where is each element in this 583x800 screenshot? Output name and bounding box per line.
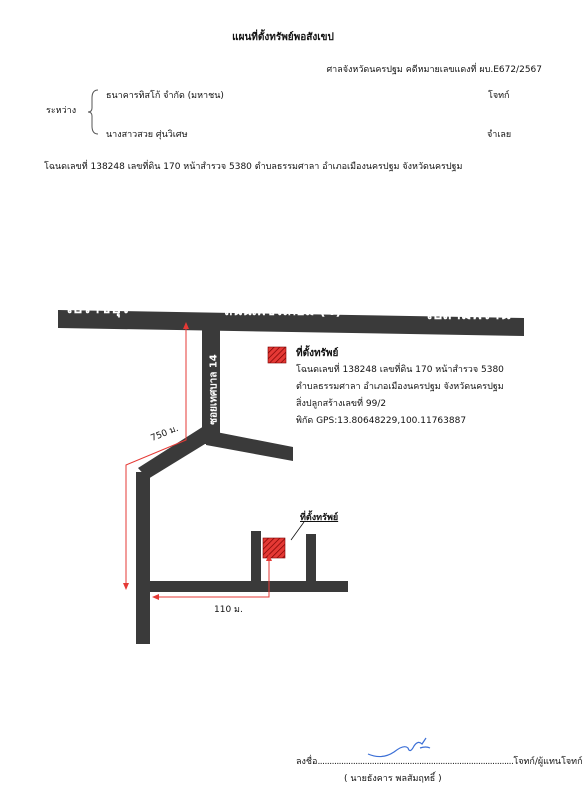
road-label-right: ไปสามพราน bbox=[424, 304, 511, 323]
signature-dots: ................................................................................... bbox=[317, 757, 514, 767]
defendant-role: จำเลย bbox=[487, 130, 512, 140]
bottom-horizontal-road bbox=[148, 581, 348, 592]
signature-role: โจทก์/ผู้แทนโจทก์ bbox=[513, 757, 583, 767]
arrow-down-icon bbox=[123, 583, 129, 590]
page-title: แผนที่ตั้งทรัพย์พอสังเขป bbox=[232, 32, 334, 43]
court-case-number: ศาลจังหวัดนครปฐม คดีหมายเลขแดงที่ ผบ.E672/2567 bbox=[326, 65, 542, 75]
plaintiff-name: ธนาคารทิสโก้ จำกัด (มหาชน) bbox=[106, 91, 224, 101]
legend-line-location: ตำบลธรรมศาลา อำเภอเมืองนครปฐม จังหวัดนครปฐม bbox=[296, 382, 504, 392]
between-label: ระหว่าง bbox=[46, 106, 77, 116]
soi-label: ซอยเทศบาล 14 bbox=[208, 354, 220, 425]
property-parcel bbox=[263, 538, 285, 558]
pointer-line-icon bbox=[288, 520, 308, 542]
lane-left bbox=[251, 531, 261, 586]
signer-name: ( นายธังคาร พลสัมฤทธิ์ ) bbox=[344, 774, 442, 784]
arrow-left-icon bbox=[152, 594, 159, 600]
plaintiff-role: โจทก์ bbox=[488, 91, 510, 101]
distance-label-750: 750 ม. bbox=[149, 423, 181, 444]
road-label-left: ไปราชบุรี bbox=[64, 298, 130, 317]
deed-description: โฉนดเลขที่ 138248 เลขที่ดิน 170 หน้าสำรวจ 5380 ตำบลธรรมศาลา อำเภอเมืองนครปฐม จังหวัดนครปฐม bbox=[44, 162, 463, 172]
legend-hatch-icon bbox=[268, 347, 286, 363]
legend-line-building: สิ่งปลูกสร้างเลขที่ 99/2 bbox=[296, 399, 387, 409]
road-label-center: ถนนเพชรเกษม (4) bbox=[224, 303, 342, 319]
legend-title: ที่ตั้งทรัพย์ bbox=[296, 348, 339, 359]
legend-line-gps: พิกัด GPS:13.80648229,100.11763887 bbox=[296, 416, 467, 426]
signature-line bbox=[296, 754, 583, 768]
defendant-name: นางสาวสวย ศุ่นวิเศษ bbox=[106, 130, 188, 140]
signature-prefix: ลงชื่อ bbox=[296, 757, 318, 767]
property-marker-label: ที่ตั้งทรัพย์ bbox=[300, 513, 339, 523]
location-map bbox=[0, 280, 566, 660]
legend-line-deed: โฉนดเลขที่ 138248 เลขที่ดิน 170 หน้าสำรวจ 5380 bbox=[296, 365, 504, 375]
left-vertical-road bbox=[136, 472, 150, 644]
distance-label-110: 110 ม. bbox=[214, 605, 243, 615]
brace-icon bbox=[86, 88, 104, 136]
